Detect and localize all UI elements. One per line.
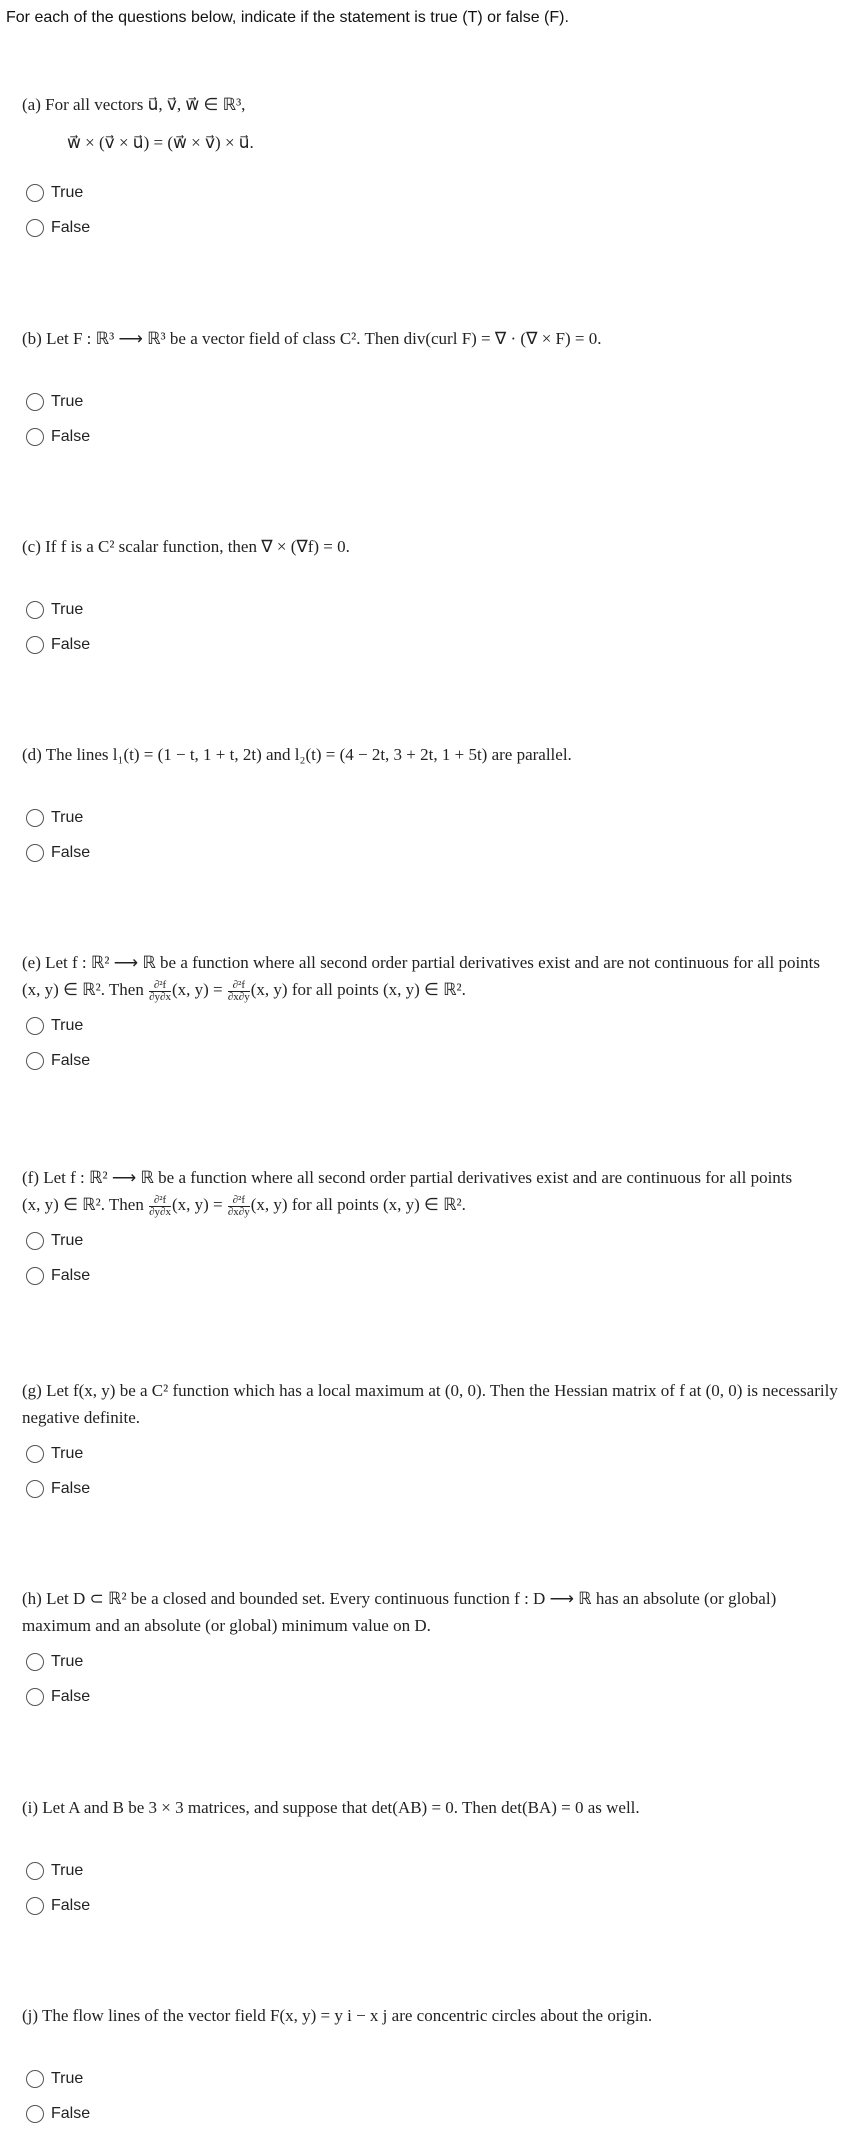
radio-button[interactable] [26, 1480, 44, 1498]
question-a-text: (a) For all vectors u⃗, v⃗, w⃗ ∈ ℝ³, [22, 95, 246, 114]
option-label: True [51, 2069, 84, 2087]
question-e-true-option[interactable] [26, 1008, 90, 1043]
question-i-options [26, 1853, 90, 1923]
question-d-options [26, 800, 90, 870]
question-j-text: (j) The flow lines of the vector field F(x, y) = y i − x j are concentric circles about the origin. [22, 2006, 653, 2025]
question-f-text-part: (x, y) for all points (x, y) ∈ ℝ². [250, 1195, 466, 1214]
radio-button[interactable] [26, 1017, 44, 1035]
option-label: False [51, 1896, 91, 1914]
question-d-true-option[interactable] [26, 800, 90, 835]
option-label: False [51, 2104, 91, 2122]
question-b [22, 325, 863, 352]
question-a-true-option[interactable] [26, 175, 90, 210]
question-e-options [26, 1008, 90, 1078]
question-g [22, 1377, 863, 1431]
question-d-text: (d) The lines l₁(t) = (1 − t, 1 + t, 2t) and l₂(t) = (4 − 2t, 3 + 2t, 1 + 5t) are parallel. [22, 745, 572, 764]
option-label: True [51, 392, 84, 410]
question-d [22, 741, 863, 768]
question-f-text-part: (x, y) = [171, 1195, 223, 1214]
radio-button[interactable] [26, 1232, 44, 1250]
option-label: False [51, 1479, 91, 1497]
question-e-text-part: (x, y) ∈ ℝ². Then [22, 980, 144, 999]
question-e-false-option[interactable] [26, 1043, 90, 1078]
question-b-true-option[interactable] [26, 384, 90, 419]
question-h-text: (h) Let D ⊂ ℝ² be a closed and bounded set. Every continuous function f : D ⟶ ℝ has an absolute (or global) [22, 1589, 777, 1608]
partial-fraction-xy [228, 980, 250, 1003]
option-label: False [51, 1051, 91, 1069]
question-a-options [26, 175, 90, 245]
question-g-true-option[interactable] [26, 1436, 90, 1471]
partial-fraction-xy [228, 1195, 250, 1218]
fraction-numerator: ∂²f [149, 1195, 171, 1207]
option-label: False [51, 1687, 91, 1705]
fraction-numerator: ∂²f [228, 1195, 250, 1207]
question-g-text: (g) Let f(x, y) be a C² function which has a local maximum at (0, 0). Then the Hessian matrix of f at (0, 0) is necessarily [22, 1381, 838, 1400]
question-g-false-option[interactable] [26, 1471, 90, 1506]
question-c-false-option[interactable] [26, 627, 90, 662]
question-h-false-option[interactable] [26, 1679, 90, 1714]
question-g-text-line2: negative definite. [22, 1408, 141, 1427]
question-f-text-part: (x, y) ∈ ℝ². Then [22, 1195, 144, 1214]
radio-button[interactable] [26, 2105, 44, 2123]
option-label: False [51, 843, 91, 861]
radio-button[interactable] [26, 393, 44, 411]
radio-button[interactable] [26, 2070, 44, 2088]
question-d-false-option[interactable] [26, 835, 90, 870]
radio-button[interactable] [26, 1897, 44, 1915]
question-h-options [26, 1644, 90, 1714]
partial-fraction-yx [149, 1195, 171, 1218]
radio-button[interactable] [26, 1267, 44, 1285]
option-label: True [51, 1652, 84, 1670]
question-j [22, 2002, 863, 2029]
question-e-text-line2 [22, 976, 863, 1003]
fraction-denominator: ∂y∂x [149, 1205, 171, 1218]
question-b-false-option[interactable] [26, 419, 90, 454]
question-j-false-option[interactable] [26, 2096, 90, 2131]
radio-button[interactable] [26, 1862, 44, 1880]
question-a-false-option[interactable] [26, 210, 90, 245]
option-label: True [51, 600, 84, 618]
option-label: True [51, 1444, 84, 1462]
question-i-true-option[interactable] [26, 1853, 90, 1888]
partial-fraction-yx [149, 980, 171, 1003]
question-e-text: (e) Let f : ℝ² ⟶ ℝ be a function where all second order partial derivatives exist and are not continuous for all points [22, 953, 821, 972]
question-f-text: (f) Let f : ℝ² ⟶ ℝ be a function where all second order partial derivatives exist and are continuous for all points [22, 1168, 793, 1187]
option-label: True [51, 1016, 84, 1034]
question-c-options [26, 592, 90, 662]
question-a [22, 91, 863, 156]
radio-button[interactable] [26, 1653, 44, 1671]
fraction-denominator: ∂x∂y [227, 990, 250, 1003]
radio-button[interactable] [26, 636, 44, 654]
radio-button[interactable] [26, 601, 44, 619]
question-f-text-line2 [22, 1191, 863, 1218]
fraction-numerator: ∂²f [149, 980, 171, 992]
option-label: False [51, 635, 91, 653]
fraction-numerator: ∂²f [228, 980, 250, 992]
option-label: True [51, 183, 84, 201]
question-f [22, 1164, 863, 1218]
question-h-true-option[interactable] [26, 1644, 90, 1679]
radio-button[interactable] [26, 1445, 44, 1463]
radio-button[interactable] [26, 219, 44, 237]
radio-button[interactable] [26, 1052, 44, 1070]
question-j-options [26, 2061, 90, 2131]
question-b-text: (b) Let F : ℝ³ ⟶ ℝ³ be a vector field of class C². Then div(curl F) = ∇ · (∇ × F) = 0. [22, 329, 602, 348]
question-i [22, 1794, 863, 1821]
instructions-text: For each of the questions below, indicate if the statement is true (T) or false (F). [6, 9, 569, 26]
radio-button[interactable] [26, 1688, 44, 1706]
option-label: False [51, 218, 91, 236]
option-label: False [51, 1266, 91, 1284]
question-i-text: (i) Let A and B be 3 × 3 matrices, and suppose that det(AB) = 0. Then det(BA) = 0 as well. [22, 1798, 640, 1817]
question-b-options [26, 384, 90, 454]
question-f-false-option[interactable] [26, 1258, 90, 1293]
question-j-true-option[interactable] [26, 2061, 90, 2096]
fraction-denominator: ∂y∂x [149, 990, 171, 1003]
question-c-true-option[interactable] [26, 592, 90, 627]
option-label: True [51, 1861, 84, 1879]
radio-button[interactable] [26, 428, 44, 446]
radio-button[interactable] [26, 809, 44, 827]
fraction-denominator: ∂x∂y [227, 1205, 250, 1218]
question-g-options [26, 1436, 90, 1506]
question-e-text-part: (x, y) = [171, 980, 223, 999]
radio-button[interactable] [26, 184, 44, 202]
question-c-text: (c) If f is a C² scalar function, then ∇ × (∇f) = 0. [22, 537, 350, 556]
question-h [22, 1585, 863, 1639]
option-label: True [51, 1231, 84, 1249]
question-e-text-part: (x, y) for all points (x, y) ∈ ℝ². [250, 980, 466, 999]
question-h-text-line2: maximum and an absolute (or global) minimum value on D. [22, 1616, 431, 1635]
question-e [22, 949, 863, 1003]
question-f-true-option[interactable] [26, 1223, 90, 1258]
question-a-equation: w⃗ × (v⃗ × u⃗) = (w⃗ × v⃗) × u⃗. [67, 133, 254, 152]
question-f-options [26, 1223, 90, 1293]
question-c [22, 533, 863, 560]
option-label: True [51, 808, 84, 826]
question-i-false-option[interactable] [26, 1888, 90, 1923]
radio-button[interactable] [26, 844, 44, 862]
option-label: False [51, 427, 91, 445]
